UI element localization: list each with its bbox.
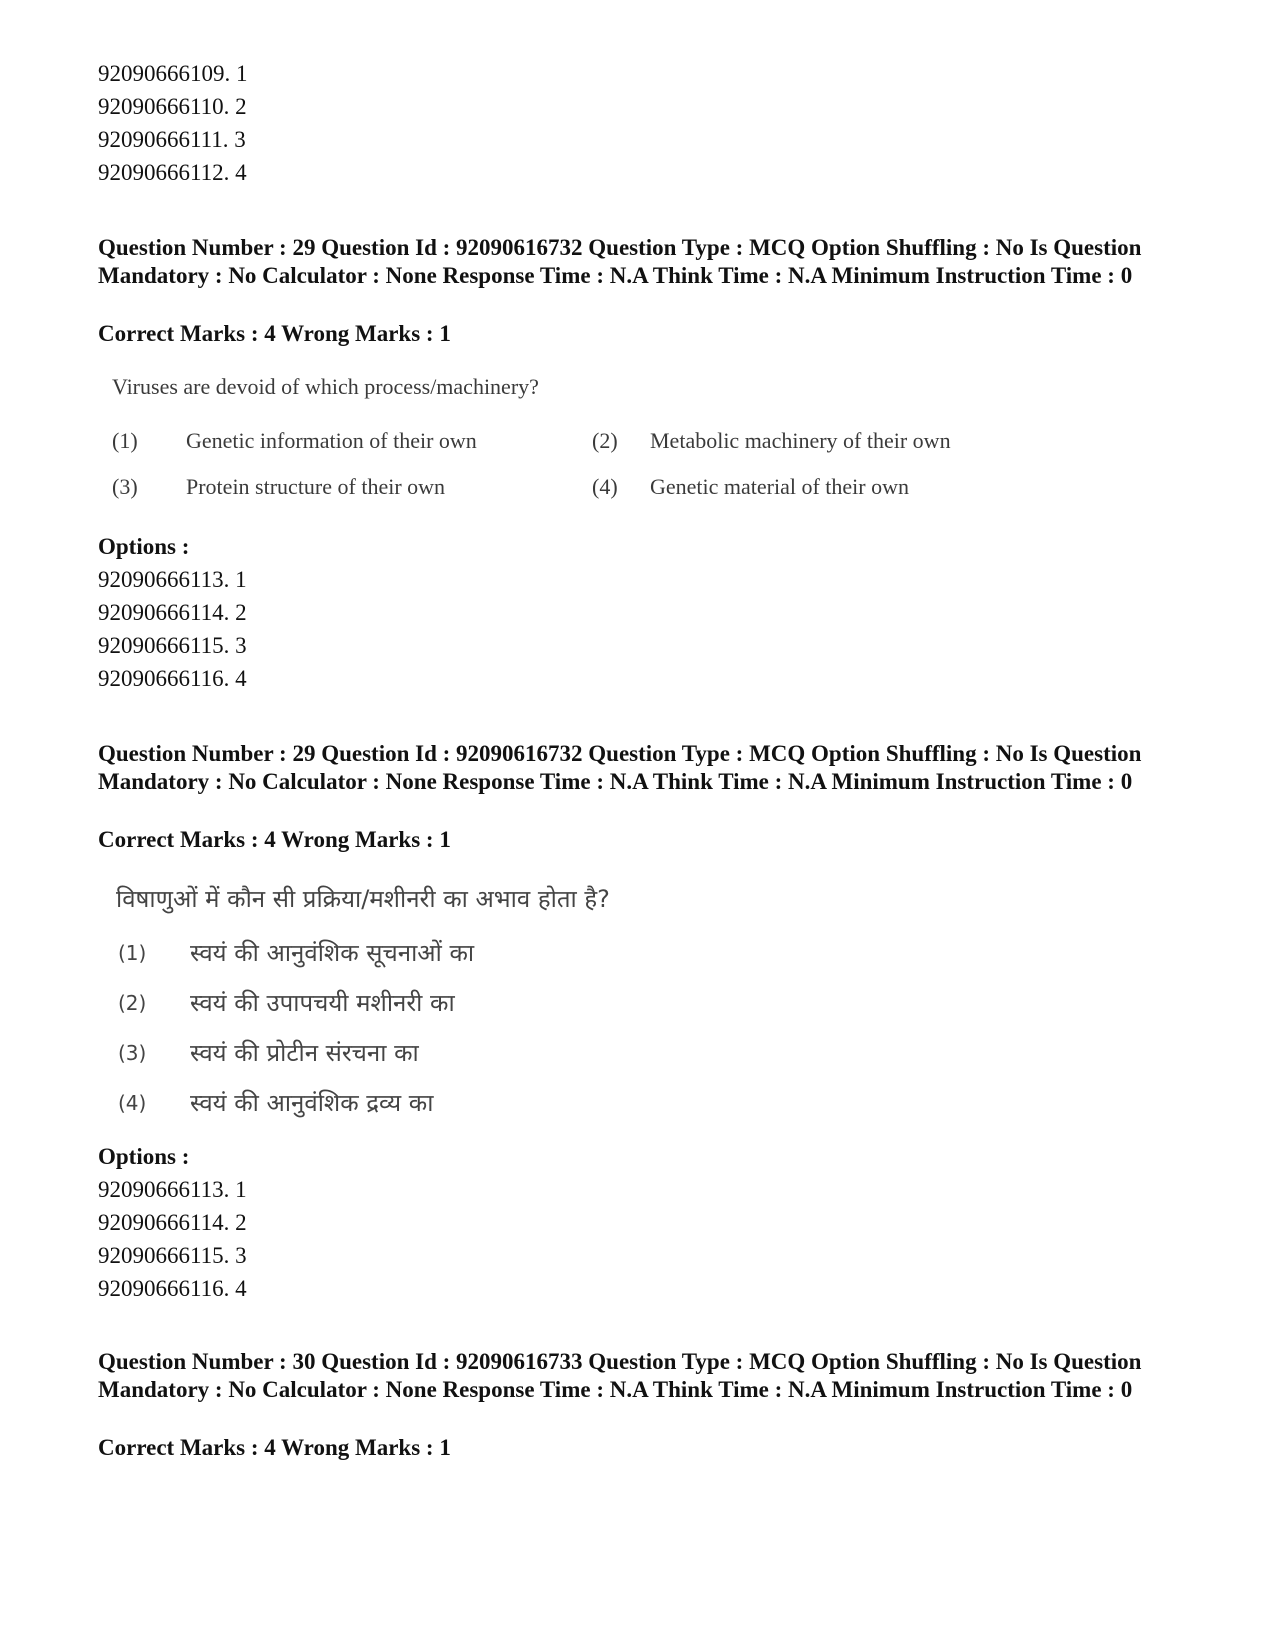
option-id-line: 92090666112. 4 bbox=[98, 160, 247, 185]
option-id-line: 92090666111. 3 bbox=[98, 127, 246, 152]
choice-number: (2) bbox=[592, 428, 618, 453]
option-id-line: 92090666113. 1 bbox=[98, 1177, 247, 1202]
option-id-line: 92090666116. 4 bbox=[98, 666, 247, 691]
question-marks: Correct Marks : 4 Wrong Marks : 1 bbox=[98, 321, 451, 346]
choice-number: (4) bbox=[118, 1091, 147, 1115]
choice-text: स्वयं की आनुवंशिक सूचनाओं का bbox=[190, 939, 475, 967]
options-label: Options : bbox=[98, 1144, 190, 1169]
choice-number: (1) bbox=[112, 428, 138, 453]
question-meta: Question Number : 29 Question Id : 92090616732 Question Type : MCQ Option Shuffling : No Is Question Mandatory : No Calculator : None Response Time : N.A Think Time : N.A Minimum Instruction Time : 0 bbox=[98, 741, 1142, 794]
choice-number: (3) bbox=[118, 1041, 147, 1065]
options-label: Options : bbox=[98, 534, 190, 559]
choice-number: (1) bbox=[118, 941, 147, 965]
option-id-line: 92090666114. 2 bbox=[98, 600, 247, 625]
choice-number: (3) bbox=[112, 474, 138, 499]
option-id-line: 92090666113. 1 bbox=[98, 567, 247, 592]
option-id-line: 92090666114. 2 bbox=[98, 1210, 247, 1235]
option-id-line: 92090666109. 1 bbox=[98, 61, 248, 86]
choice-number: (4) bbox=[592, 474, 618, 499]
choice-text: Genetic material of their own bbox=[650, 474, 910, 499]
question-meta: Question Number : 29 Question Id : 92090616732 Question Type : MCQ Option Shuffling : No Is Question Mandatory : No Calculator : None Response Time : N.A Think Time : N.A Minimum Instruction Time : 0 bbox=[98, 235, 1142, 288]
question-meta: Question Number : 30 Question Id : 92090616733 Question Type : MCQ Option Shuffling : No Is Question Mandatory : No Calculator : None Response Time : N.A Think Time : N.A Minimum Instruction Time : 0 bbox=[98, 1349, 1142, 1402]
question-text: Viruses are devoid of which process/machinery? bbox=[112, 374, 539, 399]
option-id-line: 92090666115. 3 bbox=[98, 1243, 247, 1268]
option-id-line: 92090666110. 2 bbox=[98, 94, 247, 119]
question-marks: Correct Marks : 4 Wrong Marks : 1 bbox=[98, 827, 451, 852]
choice-text: स्वयं की आनुवंशिक द्रव्य का bbox=[190, 1089, 434, 1117]
choice-text: Protein structure of their own bbox=[186, 474, 446, 499]
choice-text: Metabolic machinery of their own bbox=[650, 428, 951, 453]
option-id-line: 92090666115. 3 bbox=[98, 633, 247, 658]
question-marks: Correct Marks : 4 Wrong Marks : 1 bbox=[98, 1435, 451, 1460]
choice-number: (2) bbox=[118, 991, 147, 1015]
choice-text: स्वयं की उपापचयी मशीनरी का bbox=[190, 989, 455, 1017]
choice-text: Genetic information of their own bbox=[186, 428, 477, 453]
question-text: विषाणुओं में कौन सी प्रक्रिया/मशीनरी का अभाव होता है? bbox=[116, 885, 610, 913]
choice-text: स्वयं की प्रोटीन संरचना का bbox=[190, 1039, 419, 1067]
option-id-line: 92090666116. 4 bbox=[98, 1276, 247, 1301]
